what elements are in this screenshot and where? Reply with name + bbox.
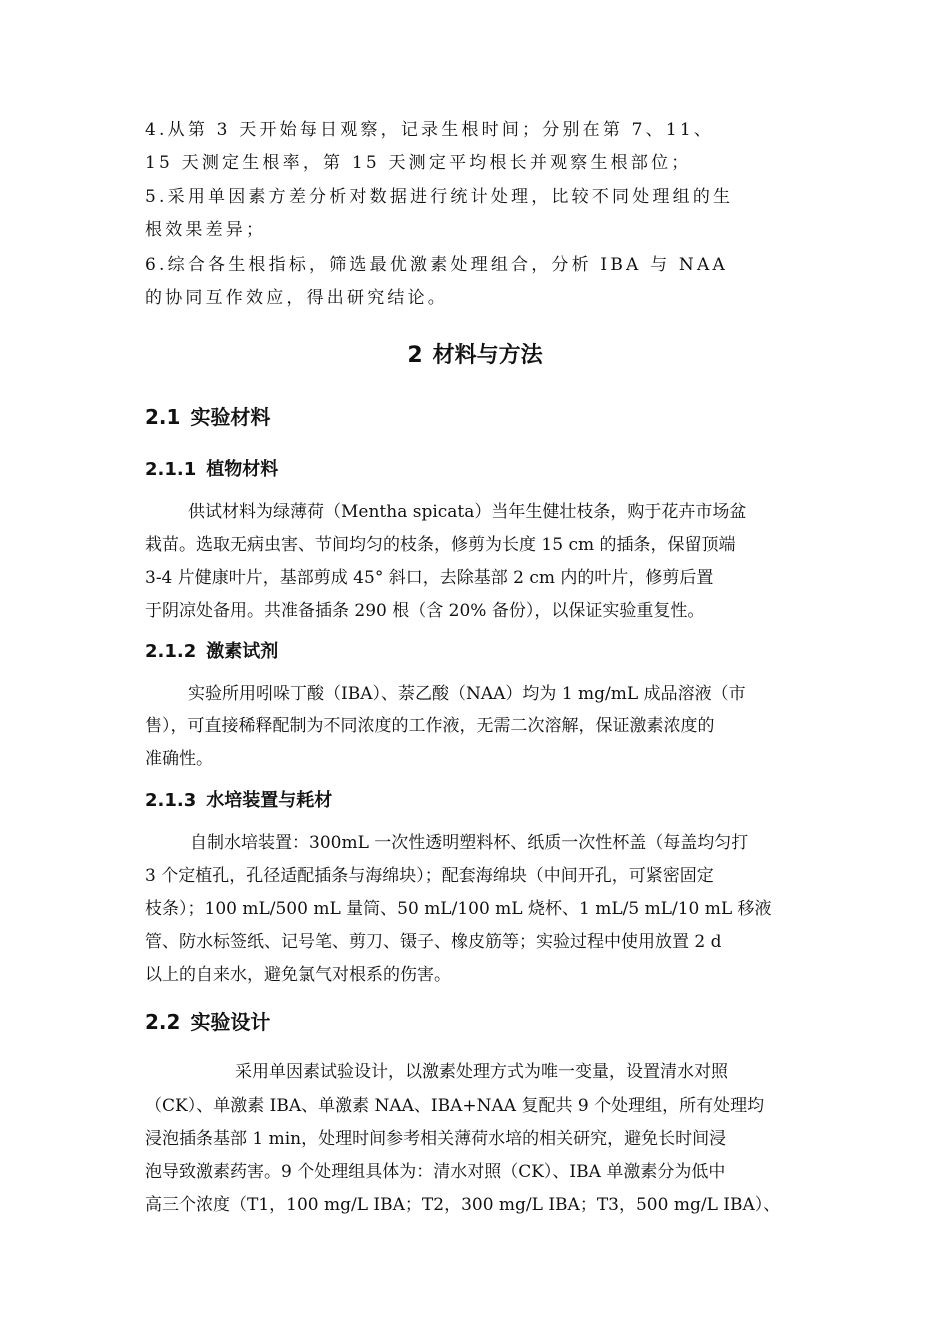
step-6-line-1: 6.综合各生根指标，筛选最优激素处理组合，分析 IBA 与 NAA xyxy=(145,255,728,275)
section-heading-2-2 xyxy=(145,1009,270,1035)
step-6-line-2: 的协同互作效应，得出研究结论。 xyxy=(145,288,448,308)
step-4-line-1: 4.从第 3 天开始每日观察，记录生根时间；分别在第 7、11、 xyxy=(145,120,715,140)
chapter-title: 材料与方法 xyxy=(432,343,543,368)
section-title: 实验设计 xyxy=(190,1010,271,1034)
chapter-number: 2 xyxy=(407,343,423,368)
step-4-line-2: 15 天测定生根率，第 15 天测定平均根长并观察生根部位； xyxy=(145,153,692,173)
step-5-line-1: 5.采用单因素方差分析对数据进行统计处理，比较不同处理组的生 xyxy=(145,187,734,207)
paragraph-line: 售），可直接稀释配制为不同浓度的工作液，无需二次溶解，保证激素浓度的 xyxy=(145,716,715,736)
paragraph-line: 采用单因素试验设计，以激素处理方式为唯一变量，设置清水对照 xyxy=(235,1062,728,1082)
paragraph-line: 3 个定植孔，孔径适配插条与海绵块）；配套海绵块（中间开孔，可紧密固定 xyxy=(145,866,714,886)
paragraph-line: 以上的自来水，避免氯气对根系的伤害。 xyxy=(145,965,451,985)
paragraph-line: 于阴凉处备用。共准备插条 290 根（含 20% 备份），以保证实验重复性。 xyxy=(145,601,705,621)
subsection-heading-2-1-3 xyxy=(145,789,332,813)
section-heading-2-1 xyxy=(145,404,270,430)
step-5-line-2: 根效果差异； xyxy=(145,220,267,240)
subsection-number: 2.1.2 xyxy=(145,641,197,662)
section-number: 2.1 xyxy=(145,405,181,429)
paragraph-line: 实验所用吲哚丁酸（IBA）、萘乙酸（NAA）均为 1 mg/mL 成品溶液（市 xyxy=(188,684,746,704)
section-title: 实验材料 xyxy=(190,405,271,429)
subsection-title: 植物材料 xyxy=(206,459,279,480)
subsection-number: 2.1.3 xyxy=(145,790,197,811)
paragraph-line: 3-4 片健康叶片，基部剪成 45° 斜口，去除基部 2 cm 内的叶片，修剪后置 xyxy=(145,568,714,588)
paragraph-line: 枝条）；100 mL/500 mL 量筒、50 mL/100 mL 烧杯、1 mL/5 mL/10 mL 移液 xyxy=(145,899,772,919)
paragraph-line: 准确性。 xyxy=(145,749,213,769)
paragraph-line: 栽苗。选取无病虫害、节间均匀的枝条，修剪为长度 15 cm 的插条，保留顶端 xyxy=(145,535,736,555)
paragraph-line: 管、防水标签纸、记号笔、剪刀、镊子、橡皮筋等；实验过程中使用放置 2 d xyxy=(145,932,722,952)
subsection-title: 激素试剂 xyxy=(206,641,279,662)
chapter-heading xyxy=(0,342,950,370)
paragraph-line: 泡导致激素药害。9 个处理组具体为：清水对照（CK）、IBA 单激素分为低中 xyxy=(145,1162,726,1182)
paragraph-line: （CK）、单激素 IBA、单激素 NAA、IBA+NAA 复配共 9 个处理组，所有处理均 xyxy=(145,1096,765,1116)
subsection-heading-2-1-1 xyxy=(145,458,278,482)
paragraph-line: 高三个浓度（T1，100 mg/L IBA；T2，300 mg/L IBA；T3，500 mg/L IBA）、 xyxy=(145,1195,781,1215)
subsection-number: 2.1.1 xyxy=(145,459,197,480)
paragraph-line: 浸泡插条基部 1 min，处理时间参考相关薄荷水培的相关研究，避免长时间浸 xyxy=(145,1129,727,1149)
paragraph-line: 供试材料为绿薄荷（Mentha spicata）当年生健壮枝条，购于花卉市场盆 xyxy=(188,502,747,522)
paragraph-line: 自制水培装置：300mL 一次性透明塑料杯、纸质一次性杯盖（每盖均匀打 xyxy=(190,833,749,853)
subsection-heading-2-1-2 xyxy=(145,640,278,664)
subsection-title: 水培装置与耗材 xyxy=(206,790,333,811)
section-number: 2.2 xyxy=(145,1010,181,1034)
